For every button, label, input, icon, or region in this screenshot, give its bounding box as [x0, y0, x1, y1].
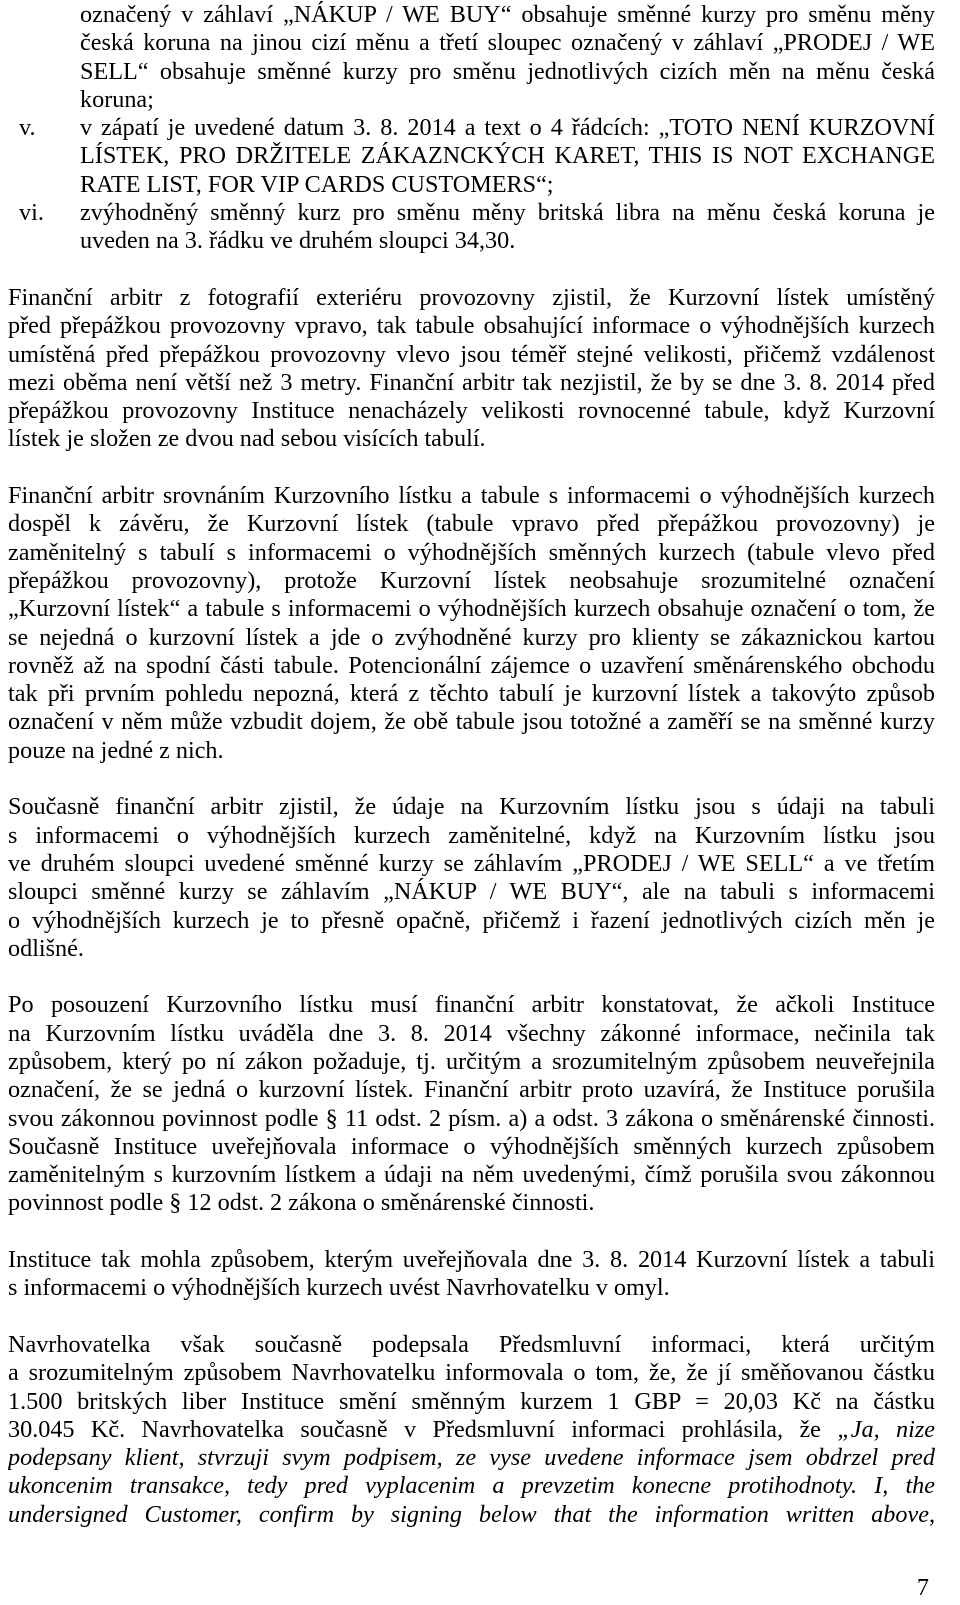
text-line: Finanční arbitr srovnáním Kurzovního lístku a tabule s informacemi o výhodnějších kurzech	[8, 482, 935, 510]
list-item-text	[80, 199, 935, 256]
paragraph-5	[8, 1246, 935, 1303]
text-line: sloupci směnné kurzy se záhlavím „NÁKUP / WE BUY“, ale na tabuli s informacemi	[8, 878, 935, 906]
text-line: LÍSTEK, PRO DRŽITELE ZÁKAZNCKÝCH KARET, THIS IS NOT EXCHANGE	[80, 142, 935, 170]
paragraph-6	[8, 1331, 935, 1529]
text-line: odlišné.	[8, 934, 84, 962]
text-line: Současně finanční arbitr zjistil, že údaje na Kurzovním lístku jsou s údaji na tabuli	[8, 793, 935, 821]
text-line: přepážkou provozovny), protože Kurzovní lístek neobsahuje srozumitelné označení	[8, 566, 935, 594]
paragraph-3	[8, 793, 935, 963]
text-line	[8, 1501, 935, 1529]
list-item-v	[8, 114, 935, 199]
text-line: SELL“ obsahuje směnné kurzy pro směnu jednotlivých cizích měn na měnu česká	[80, 57, 935, 85]
text-line: o výhodnějších kurzech je to přesně opačně, přičemž i řazení jednotlivých cizích měn je	[8, 906, 935, 934]
text-line: Po posouzení Kurzovního lístku musí finanční arbitr konstatovat, že ačkoli Instituce	[8, 991, 935, 1019]
text-line: lístek je složen ze dvou nad sebou visících tabulí.	[8, 425, 486, 453]
text-line	[8, 1416, 935, 1444]
italic-text: ukoncenim transakce, tedy pred vyplacenim a prevzetim konecne protihodnoty. I, the	[8, 1472, 935, 1500]
text-line: před přepážkou provozovny vpravo, tak tabule obsahující informace o výhodnějších kurzech	[8, 312, 935, 340]
text-line: na Kurzovním lístku uváděla dne 3. 8. 2014 všechny zákonné informace, nečinila tak	[8, 1019, 935, 1047]
text-line: se nejedná o kurzovní lístek a jde o zvýhodněné kurzy pro klienty se zákaznickou kartou	[8, 623, 935, 651]
text-line: pouze na jedné z nich.	[8, 736, 224, 764]
text-line: označení v něm může vzbudit dojem, že obě tabule jsou totožné a zaměří se na směnné kurzy	[8, 708, 935, 736]
italic-text: podepsany klient, stvrzuji svym podpisem, ze vyse uvedene informace jsem obdrzel pred	[8, 1444, 935, 1472]
text-line: označený v záhlaví „NÁKUP / WE BUY“ obsahuje směnné kurzy pro směnu měny	[80, 1, 935, 28]
text-line: dospěl k závěru, že Kurzovní lístek (tabule vpravo před přepážkou provozovny) je	[8, 510, 935, 538]
text-line: povinnost podle § 12 odst. 2 zákona o směnárenské činnosti.	[8, 1189, 595, 1217]
text-run: 30.045 Kč. Navrhovatelka současně v Předsmluvní informaci prohlásila, že	[8, 1415, 838, 1443]
text-line: koruna;	[80, 85, 154, 113]
text-line: s informacemi o výhodnějších kurzech uvést Navrhovatelku v omyl.	[8, 1274, 670, 1302]
text-line	[8, 1472, 935, 1500]
text-line: umístěná před přepážkou provozovny vlevo jsou téměř stejné velikosti, přičemž vzdálenost	[8, 340, 935, 368]
text-line: svou zákonnou povinnost podle § 11 odst. 2 písm. a) a odst. 3 zákona o směnárenské činnosti.	[8, 1104, 935, 1132]
document-page	[8, 1, 935, 1529]
text-line: a srozumitelným způsobem Navrhovatelku informovala o tom, že, že jí směňovanou částku	[8, 1359, 935, 1387]
text-line: Současně Instituce uveřejňovala informace o výhodnějších směnných kurzech způsobem	[8, 1132, 935, 1160]
text-line: přepážkou provozovny Instituce nenacházely velikosti rovnocenné tabule, když Kurzovní	[8, 397, 935, 425]
paragraph-1	[8, 284, 935, 454]
text-line: Navrhovatelka však současně podepsala Předsmluvní informaci, která určitým	[8, 1330, 935, 1358]
paragraph-4	[8, 991, 935, 1217]
list-item-vi	[8, 199, 935, 256]
text-line: označení, že se jedná o kurzovní lístek. Finanční arbitr proto uzavírá, že Instituce porušila	[8, 1076, 935, 1104]
text-line: zaměnitelný s tabulí s informacemi o výhodnějších směnných kurzech (tabule vlevo před	[8, 538, 935, 566]
list-item-text	[80, 114, 935, 199]
paragraph-2	[8, 482, 935, 765]
text-line: zvýhodněný směnný kurz pro směnu měny britská libra na měnu česká koruna je	[80, 199, 935, 227]
text-line: tak při prvním pohledu nepozná, která z těchto tabulí je kurzovní lístek a takovýto způsob	[8, 680, 935, 708]
list-item-label: v.	[19, 114, 36, 142]
text-line: RATE LIST, FOR VIP CARDS CUSTOMERS“;	[80, 170, 554, 198]
page-number: 7	[916, 1574, 929, 1601]
text-line: „Kurzovní lístek“ a tabule s informacemi o výhodnějších kurzech obsahuje označení o tom, že	[8, 595, 935, 623]
text-line: česká koruna na jinou cizí měnu a třetí sloupec označený v záhlaví „PRODEJ / WE	[80, 29, 935, 57]
text-line: 1.500 britských liber Instituce smění směnným kurzem 1 GBP = 20,03 Kč na částku	[8, 1387, 935, 1415]
text-line: rovněž až na spodní části tabule. Potencionální zájemce o uzavření směnárenského obchodu	[8, 651, 935, 679]
text-line: způsobem, který po ní zákon požaduje, tj. určitým a srozumitelným způsobem neuveřejnila	[8, 1047, 935, 1075]
text-line: uveden na 3. řádku ve druhém sloupci 34,30.	[80, 227, 516, 255]
text-line: zaměnitelným s kurzovním lístkem a údaji na něm uvedenými, čímž porušila svou zákonnou	[8, 1161, 935, 1189]
text-line: mezi oběma není větší než 3 metry. Finanční arbitr tak nezjistil, že by se dne 3. 8. 2014 před	[8, 368, 935, 396]
italic-text: „Ja, nize	[837, 1415, 935, 1443]
list-item-label: vi.	[19, 199, 44, 227]
text-line: v zápatí je uvedené datum 3. 8. 2014 a text o 4 řádcích: „TOTO NENÍ KURZOVNÍ	[80, 114, 935, 142]
text-line: s informacemi o výhodnějších kurzech zaměnitelné, když na Kurzovním lístku jsou	[8, 821, 935, 849]
text-line: Instituce tak mohla způsobem, kterým uveřejňovala dne 3. 8. 2014 Kurzovní lístek a tabuli	[8, 1246, 935, 1274]
list-continuation	[80, 1, 935, 114]
text-line: Finanční arbitr z fotografií exteriéru provozovny zjistil, že Kurzovní lístek umístěný	[8, 283, 935, 311]
text-line: ve druhém sloupci uvedené směnné kurzy se záhlavím „PRODEJ / WE SELL“ a ve třetím	[8, 849, 935, 877]
text-line	[8, 1444, 935, 1472]
italic-text: undersigned Customer, confirm by signing below that the information written above,	[8, 1500, 935, 1528]
